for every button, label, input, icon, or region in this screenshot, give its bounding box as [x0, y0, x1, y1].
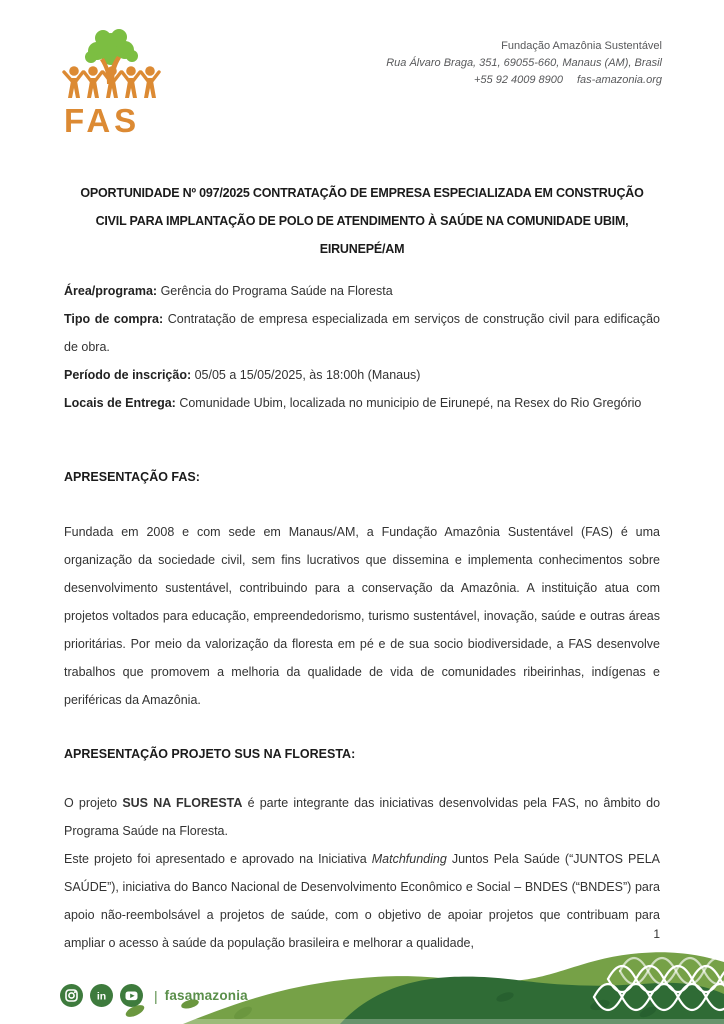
paragraph-projeto-sus-1	[64, 789, 660, 845]
field-locais-entrega	[64, 389, 660, 417]
text-run: é parte integrante das iniciativas desenvolvidas pela FAS, no âmbito do Programa Saúde na Floresta.	[64, 796, 661, 838]
linkedin-icon[interactable]	[90, 984, 113, 1007]
field-area-programa	[64, 277, 660, 305]
field-value: Gerência do Programa Saúde na Floresta	[157, 284, 393, 298]
page-header	[0, 0, 724, 137]
field-label: Período de inscrição:	[64, 368, 192, 382]
field-label: Locais de Entrega:	[64, 396, 176, 410]
text-run: Juntos Pela Saúde (“JUNTOS PELA SAÚDE”), iniciativa do Banco Nacional de Desenvolvimento Econômico e Social – BNDES (“BNDES”) para apoio não-reembolsável a projetos de saúde, com o objetivo de apoiar projetos que contribuam para ampliar o acesso à saúde da população brasileira e melhorar a qualidade,	[64, 852, 660, 950]
text-run-italic: Matchfunding	[371, 852, 447, 866]
footer-social-handle[interactable]: fasamazonia	[164, 988, 248, 1003]
tree-icon	[85, 29, 138, 65]
fas-logo-graphic	[62, 26, 166, 102]
bottom-edge-band	[180, 1019, 724, 1024]
fas-logo-text: FAS	[64, 102, 141, 139]
org-website: fas-amazonia.org	[577, 74, 662, 86]
people-row	[64, 66, 159, 98]
section-heading-apresentacao-fas: APRESENTAÇÃO FAS:	[64, 470, 200, 484]
org-name: Fundação Amazônia Sustentável	[501, 40, 662, 52]
fas-logo	[62, 26, 166, 137]
field-periodo-inscricao	[64, 361, 660, 389]
field-value: Comunidade Ubim, localizada no municipio de Eirunepé, na Resex do Rio Gregório	[175, 396, 642, 410]
footer-divider: |	[154, 987, 158, 1004]
field-list	[64, 277, 660, 417]
youtube-icon[interactable]	[120, 984, 143, 1007]
text-run: O projeto	[64, 796, 123, 810]
text-run: Este projeto foi apresentado e aprovado na Iniciativa	[64, 852, 372, 866]
document-content	[64, 277, 660, 957]
field-value: 05/05 a 15/05/2025, às 18:00h (Manaus)	[191, 368, 421, 382]
field-label: Tipo de compra:	[64, 312, 164, 326]
field-tipo-compra	[64, 305, 660, 361]
org-phone: +55 92 4009 8900	[473, 74, 563, 86]
paragraph-projeto-sus-2	[64, 845, 660, 957]
field-label: Área/programa:	[64, 284, 158, 298]
text-run-bold: SUS NA FLORESTA	[122, 796, 243, 810]
section-body-apresentacao-fas: Fundada em 2008 e com sede em Manaus/AM, a Fundação Amazônia Sustentável (FAS) é uma organização da sociedade civil, sem fins lucrativos que dissemina e implementa conhecimentos sobre desenvolvimento sustentável, contribuindo para a conservação da Amazônia. A instituição atua com projetos voltados para educação, empreendedorismo, turismo sustentável, inovação, saúde e outras áreas prioritárias. Por meio da valorização da floresta em pé e de sua socio biodiversidade, a FAS desenvolve trabalhos que promovem a melhoria da qualidade de vida de comunidades ribeirinhas, indígenas e periféricas da Amazônia.	[64, 525, 660, 707]
linkedin-glyph: in	[96, 990, 107, 1003]
org-address: Rua Álvaro Braga, 351, 69055-660, Manaus (AM), Brasil	[386, 57, 662, 69]
section-heading-projeto-sus: APRESENTAÇÃO PROJETO SUS NA FLORESTA:	[64, 747, 356, 761]
instagram-icon[interactable]	[60, 984, 83, 1007]
header-contact	[386, 38, 662, 89]
document-title: OPORTUNIDADE Nº 097/2025 CONTRATAÇÃO DE EMPRESA ESPECIALIZADA EM CONSTRUÇÃO CIVIL PARA IMPLANTAÇÃO DE POLO DE ATENDIMENTO À SAÚDE NA COMUNIDADE UBIM, EIRUNEPÉ/AM	[80, 186, 644, 256]
page-number: 1	[653, 927, 660, 941]
footer-social-bar	[60, 984, 248, 1007]
field-value: Contratação de empresa especializada em serviços de construção civil para edificação de obra.	[64, 312, 660, 354]
org-phone-site	[386, 72, 662, 89]
